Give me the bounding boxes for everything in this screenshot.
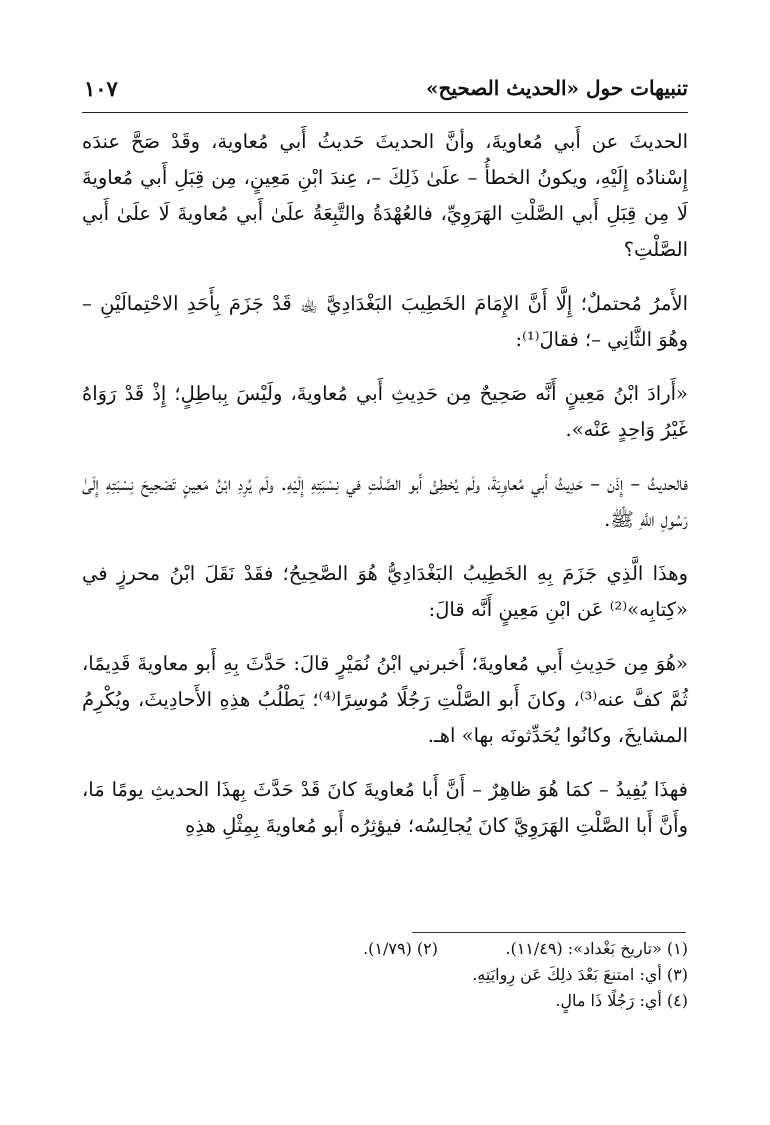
- footnote-4: (٤) أي: رَجُلًا ذَا مالٍ.: [555, 991, 688, 1010]
- paragraph-4: وهذَا الَّذِي جَزَمَ بِهِ الخَطِيبُ البَغْدَادِيُّ هُوَ الصَّحِيحُ؛ فقَدْ نَقَلَ ابْنُ محرزٍ في «كِتابِه»⁽²⁾ عَن ابْنِ مَعِينٍ أَنَّه قالَ:: [82, 562, 688, 621]
- header-divider: [82, 112, 688, 113]
- main-text: [82, 124, 688, 862]
- running-title: تنبيهات حول «الحديث الصحيح»: [425, 76, 688, 100]
- quote-paragraph-1: «أَرادَ ابْنُ مَعِينٍ أَنَّه صَحِيحٌ مِن حَدِيثِ أَبي مُعاويةَ، ولَيْسَ بِباطِلٍ؛ إِذْ قَدْ رَوَاهُ غَيْرُ وَاحِدٍ عَنْه».: [82, 382, 688, 441]
- footnote-divider: [412, 932, 686, 933]
- page-number: ١٠٧: [84, 75, 118, 101]
- quote-paragraph-2: «هُوَ مِن حَدِيثِ أَبي مُعاويةَ؛ أَخبرني ابْنُ نُمَيْرٍ قالَ: حَدَّثَ بِهِ أَبو معاويةَ قَدِيمًا، ثُمَّ كفَّ عنه⁽³⁾، وكانَ أَبو الصَّلْتِ رَجُلًا مُوسِرًا⁽⁴⁾؛ يَطْلُبُ هذِهِ الأَحادِيثَ، ويُكْرِمُ المشايخَ، وكانُوا يُحَدِّثونَه بها» اهـ.: [82, 652, 689, 747]
- paragraph-1: الحديثَ عن أَبي مُعاويةَ، وأنَّ الحديثَ حَديثُ أَبي مُعاوية، وقَدْ صَحَّ عندَه إِسْنادُه إِلَيْهِ، ويكونُ الخطأُ – علَىٰ ذَلِكَ –، عِندَ ابْنِ مَعِينٍ، مِن قِبَلِ أَبي مُعاويةَ لَا مِن قِبَلِ أَبي الصَّلْتِ الهَرَوِيِّ، فالعُهْدَةُ والتَّبِعَةُ علَىٰ أَبي مُعاويةَ لَا علَىٰ أَبي الصَّلْتِ؟: [82, 130, 688, 261]
- paragraph-2: الأَمرُ مُحتملٌ؛ إِلَّا أَنَّ الإِمَامَ الخَطِيبَ البَغْدَادِيَّ ﵀ قَدْ جَزَمَ بِأَحَدِ الاحْتِمالَيْنِ – وهُوَ الثَّانِي –؛ فقالَ⁽¹⁾:: [82, 292, 688, 351]
- paragraph-5: فهذَا يُفِيدُ – كمَا هُوَ ظاهِرٌ – أَنَّ أَبا مُعاويةَ كانَ قَدْ حَدَّثَ بِهذَا الحديثِ يومًا مَا، وأَنَّ أَبا الصَّلْتِ الهَرَوِيَّ كانَ يُجالِسُه؛ فيؤثِرُه أَبو مُعاويةَ بِمِثْلِ هذِهِ: [82, 778, 688, 837]
- page-header: [84, 68, 688, 108]
- footnote-2: (٢) (١/٧٩).: [363, 939, 438, 958]
- footnotes: [82, 936, 688, 1014]
- footnote-row-1: [82, 936, 688, 962]
- footnote-1: (١) «تاريخ بَغْداد»: (١١/٤٩).: [505, 939, 688, 958]
- paragraph-3: فالحديثُ – إِذَن – حَدِيثُ أَبي مُعاوِيَةَ، ولَم يُخطِئْ أَبو الصَّلْتِ في نِسْبَتِهِ إِلَيْهِ. ولَم يُرِدِ ابْنُ مَعِينٍ تَصْحِيحَ نِسْبَتِهِ إِلَىٰ رَسُولِ اللَّهِ ﷺ.: [82, 472, 688, 531]
- footnote-3: (٣) أي: امتنعَ بَعْدَ ذلِكَ عَن رِوايَتِهِ.: [472, 965, 688, 984]
